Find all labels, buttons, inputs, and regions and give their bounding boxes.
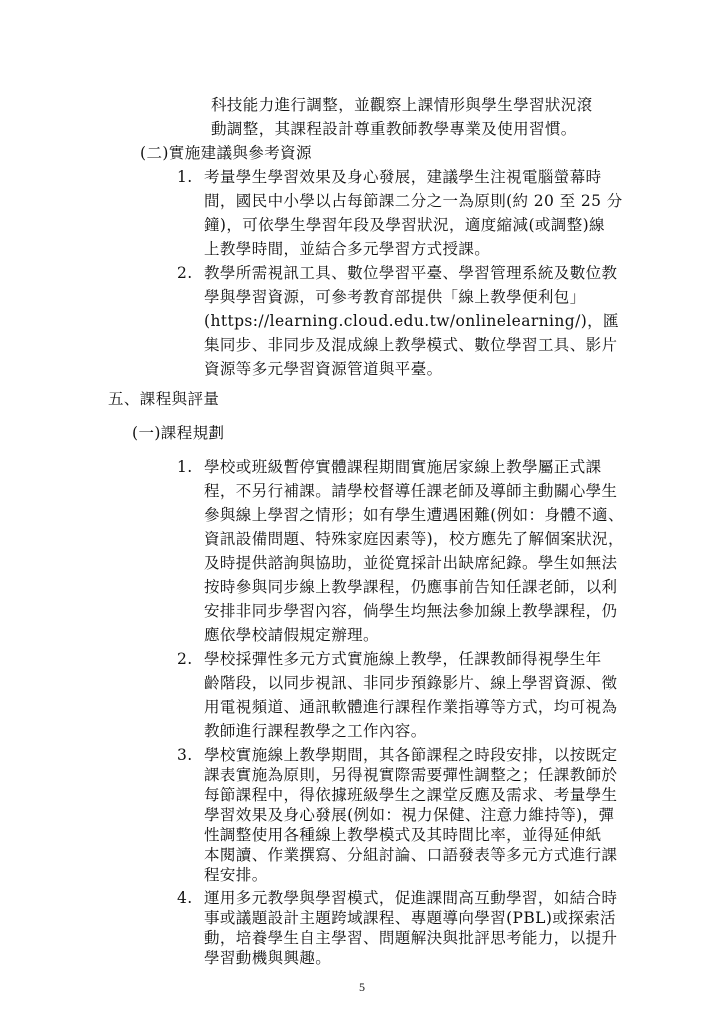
item-text-line: 用電視頻道、通訊軟體進行課程作業指導等方式，均可視為 (204, 698, 618, 716)
item-text-line: 鐘)，可依學生學習年段及學習狀況，適度縮減(或調整)線 (204, 216, 605, 234)
item-text-line: 教學所需視訊工具、數位學習平臺、學習管理系統及數位教 (204, 264, 618, 282)
item-text-line: 程，不另行補課。請學校督導任課老師及導師主動關心學生 (204, 482, 618, 500)
item-text-line: 間，國民中小學以占每節課二分之一為原則(約 20 至 25 分 (204, 192, 623, 210)
item-text-line: (https://learning.cloud.edu.tw/onlinelearning/)，匯 (204, 312, 619, 330)
item-text-line: 應依學校請假規定辦理。 (204, 626, 379, 644)
item-text-line: 課表實施為原則，另得視實際需要彈性調整之；任課教師於 (204, 766, 618, 784)
item-text-line: 上教學時間，並結合多元學習方式授課。 (204, 240, 491, 258)
item-text-line: 學習效果及身心發展(例如：視力保健、注意力維持等)，彈 (204, 806, 615, 824)
item-number: 1. (177, 458, 193, 476)
item-text-line: 資源等多元學習資源管道與平臺。 (204, 360, 443, 378)
item-text-line: 程安排。 (204, 866, 268, 884)
subsection-heading-1: (一)課程規劃 (132, 424, 225, 442)
item-text-line: 參與線上學習之情形；如有學生遭遇困難(例如：身體不適、 (204, 506, 624, 524)
item-number: 3. (177, 746, 193, 764)
item-text-line: 學校實施線上教學期間，其各節課程之時段安排，以按既定 (204, 746, 618, 764)
item-text-line: 學校或班級暫停實體課程期間實施居家線上教學屬正式課 (204, 458, 602, 476)
item-number: 1. (177, 168, 193, 186)
item-text-line: 考量學生學習效果及身心發展，建議學生注視電腦螢幕時 (204, 168, 602, 186)
item-text-line: 資訊設備問題、特殊家庭因素等)，校方應先了解個案狀況， (204, 530, 624, 548)
page-number: 5 (359, 980, 365, 994)
item-text-line: 性調整使用各種線上教學模式及其時間比率，並得延伸紙 (204, 826, 602, 844)
item-text-line: 動，培養學生自主學習、問題解決與批評思考能力，以提升 (204, 929, 618, 947)
item-text-line: 事或議題設計主題跨域課程、專題導向學習(PBL)或探索活 (204, 909, 616, 927)
item-number: 2. (177, 650, 193, 668)
item-text-line: 學與學習資源，可參考教育部提供「線上教學便利包」 (204, 288, 586, 306)
item-number: 4. (177, 889, 193, 907)
item-text-line: 運用多元教學與學習模式，促進課間高互動學習，如結合時 (204, 889, 618, 907)
item-text-line: 齡階段，以同步視訊、非同步預錄影片、線上學習資源、徵 (204, 674, 618, 692)
item-text-line: 每節課程中，得依據班級學生之課堂反應及需求、考量學生 (204, 786, 618, 804)
item-text-line: 安排非同步學習內容，倘學生均無法參加線上教學課程，仍 (204, 602, 618, 620)
item-text-line: 及時提供諮詢與協助，並從寬採計出缺席紀錄。學生如無法 (204, 554, 618, 572)
item-text-line: 集同步、非同步及混成線上教學模式、數位學習工具、影片 (204, 336, 618, 354)
intro-line: 動調整，其課程設計尊重教師教學專業及使用習慣。 (211, 120, 577, 138)
section-heading-5: 五、課程與評量 (108, 390, 220, 408)
item-text-line: 本閱讀、作業撰寫、分組討論、口語發表等多元方式進行課 (204, 846, 618, 864)
item-number: 2. (177, 264, 193, 282)
item-text-line: 按時參與同步線上教學課程，仍應事前告知任課老師，以利 (204, 578, 618, 596)
intro-line: 科技能力進行調整，並觀察上課情形與學生學習狀況滾 (211, 96, 593, 114)
item-text-line: 學習動機與興趣。 (204, 949, 332, 967)
item-text-line: 教師進行課程教學之工作內容。 (204, 722, 427, 740)
item-text-line: 學校採彈性多元方式實施線上教學，任課教師得視學生年 (204, 650, 602, 668)
subsection-heading-2: (二)實施建議與參考資源 (140, 144, 312, 162)
